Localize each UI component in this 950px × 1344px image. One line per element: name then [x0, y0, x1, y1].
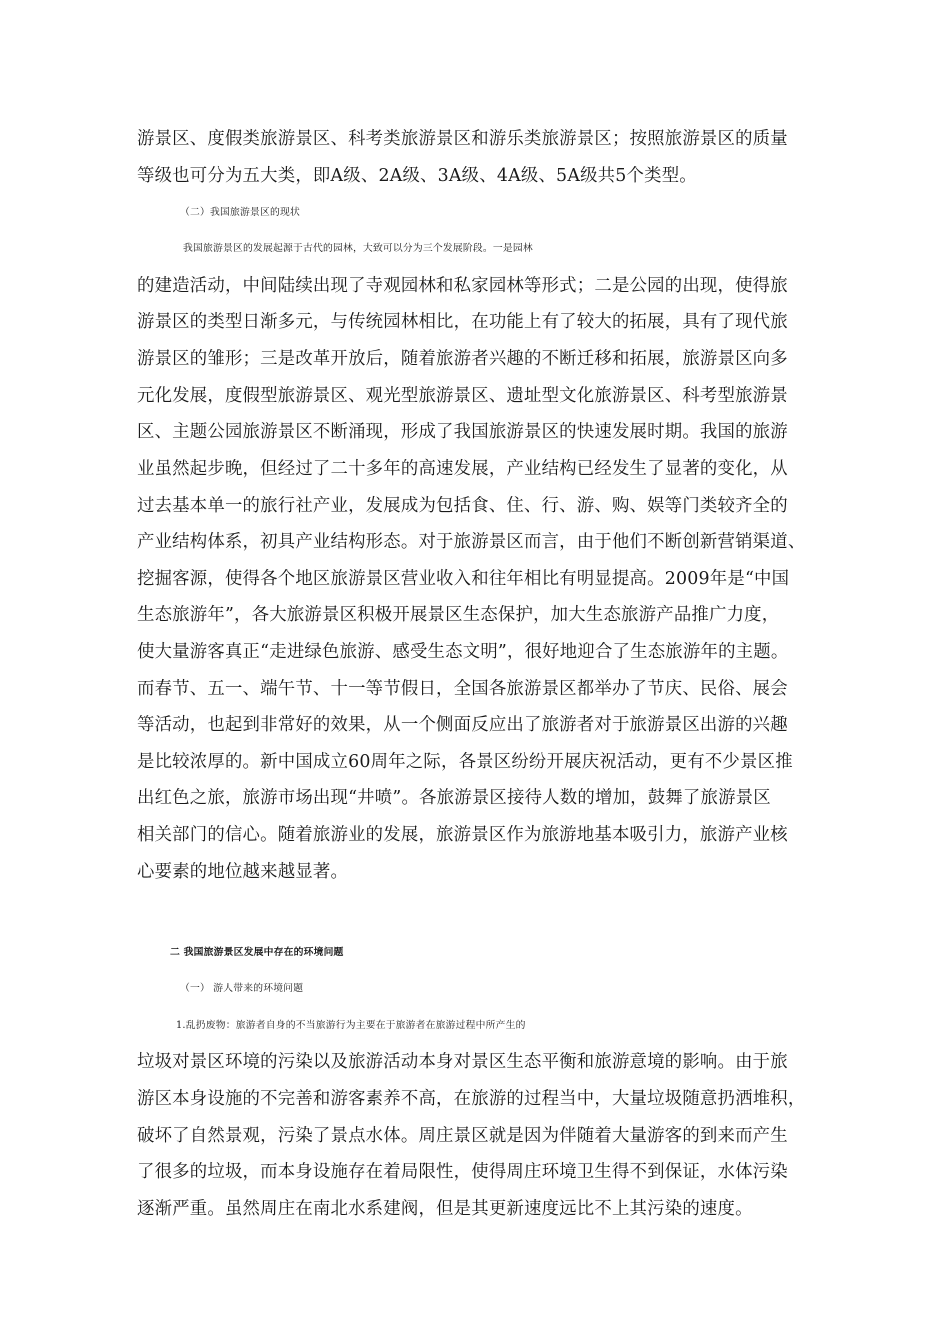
text-line: 游景区的雏形；三是改革开放后，随着旅游者兴趣的不断迁移和拓展，旅游景区向多	[137, 349, 788, 369]
text-line: 挖掘客源，使得各个地区旅游景区营业收入和往年相比有明显提高。2009年是“中国	[137, 569, 790, 589]
text-line: 逐渐严重。虽然周庄在南北水系建阀，但是其更新速度远比不上其污染的速度。	[137, 1199, 753, 1219]
paragraph-first-line: 我国旅游景区的发展起源于古代的园林，大致可以分为三个发展阶段。一是园林	[183, 243, 533, 254]
text-line: 而春节、五一、端午节、十一等节假日，全国各旅游景区都举办了节庆、民俗、展会	[137, 679, 788, 699]
text-line: 过去基本单一的旅行社产业，发展成为包括食、住、行、游、购、娱等门类较齐全的	[137, 496, 788, 516]
text-line: 等级也可分为五大类，即A级、2A级、3A级、4A级、5A级共5个类型。	[137, 166, 697, 186]
text-line: 心要素的地位越来越显著。	[137, 862, 349, 882]
text-line: 生态旅游年”，各大旅游景区积极开展景区生态保护，加大生态旅游产品推广力度，	[137, 605, 780, 625]
text-line: 相关部门的信心。随着旅游业的发展，旅游景区作为旅游地基本吸引力，旅游产业核	[137, 825, 788, 845]
text-line: 产业结构体系，初具产业结构形态。对于旅游景区而言，由于他们不断创新营销渠道、	[137, 532, 806, 552]
text-line: 是比较浓厚的。新中国成立60周年之际，各景区纷纷开展庆祝活动，更有不少景区推	[137, 752, 793, 772]
text-line: 出红色之旅，旅游市场出现“井喷”。各旅游景区接待人数的增加，鼓舞了旅游景区	[137, 788, 771, 808]
text-line: 破坏了自然景观，污染了景点水体。周庄景区就是因为伴随着大量游客的到来而产生	[137, 1126, 788, 1146]
text-line: 游区本身设施的不完善和游客素养不高，在旅游的过程当中，大量垃圾随意扔洒堆积，	[137, 1089, 806, 1109]
text-line: 游景区的类型日渐多元，与传统园林相比，在功能上有了较大的拓展，具有了现代旅	[137, 312, 788, 332]
section-heading: 二 我国旅游景区发展中存在的环境问题	[170, 947, 344, 958]
text-line: 了很多的垃圾，而本身设施存在着局限性，使得周庄环境卫生得不到保证，水体污染	[137, 1162, 788, 1182]
text-line: 业虽然起步晚，但经过了二十多年的高速发展，产业结构已经发生了显著的变化，从	[137, 459, 788, 479]
section-subheading: （一） 游人带来的环境问题	[180, 983, 304, 994]
text-line: 使大量游客真正“走进绿色旅游、感受生态文明”，很好地迎合了生态旅游年的主题。	[137, 642, 789, 662]
text-line: 等活动，也起到非常好的效果，从一个侧面反应出了旅游者对于旅游景区出游的兴趣	[137, 715, 788, 735]
section-subheading: （二）我国旅游景区的现状	[180, 207, 300, 218]
text-line: 的建造活动，中间陆续出现了寺观园林和私家园林等形式；二是公园的出现，使得旅	[137, 276, 788, 296]
text-line: 游景区、度假类旅游景区、科考类旅游景区和游乐类旅游景区；按照旅游景区的质量	[137, 129, 788, 149]
text-line: 垃圾对景区环境的污染以及旅游活动本身对景区生态平衡和旅游意境的影响。由于旅	[137, 1052, 788, 1072]
text-line: 区、主题公园旅游景区不断涌现，形成了我国旅游景区的快速发展时期。我国的旅游	[137, 422, 788, 442]
text-line: 元化发展，度假型旅游景区、观光型旅游景区、遗址型文化旅游景区、科考型旅游景	[137, 386, 788, 406]
paragraph-first-line: 1.乱扔废物：旅游者自身的不当旅游行为主要在于旅游者在旅游过程中所产生的	[176, 1020, 526, 1031]
